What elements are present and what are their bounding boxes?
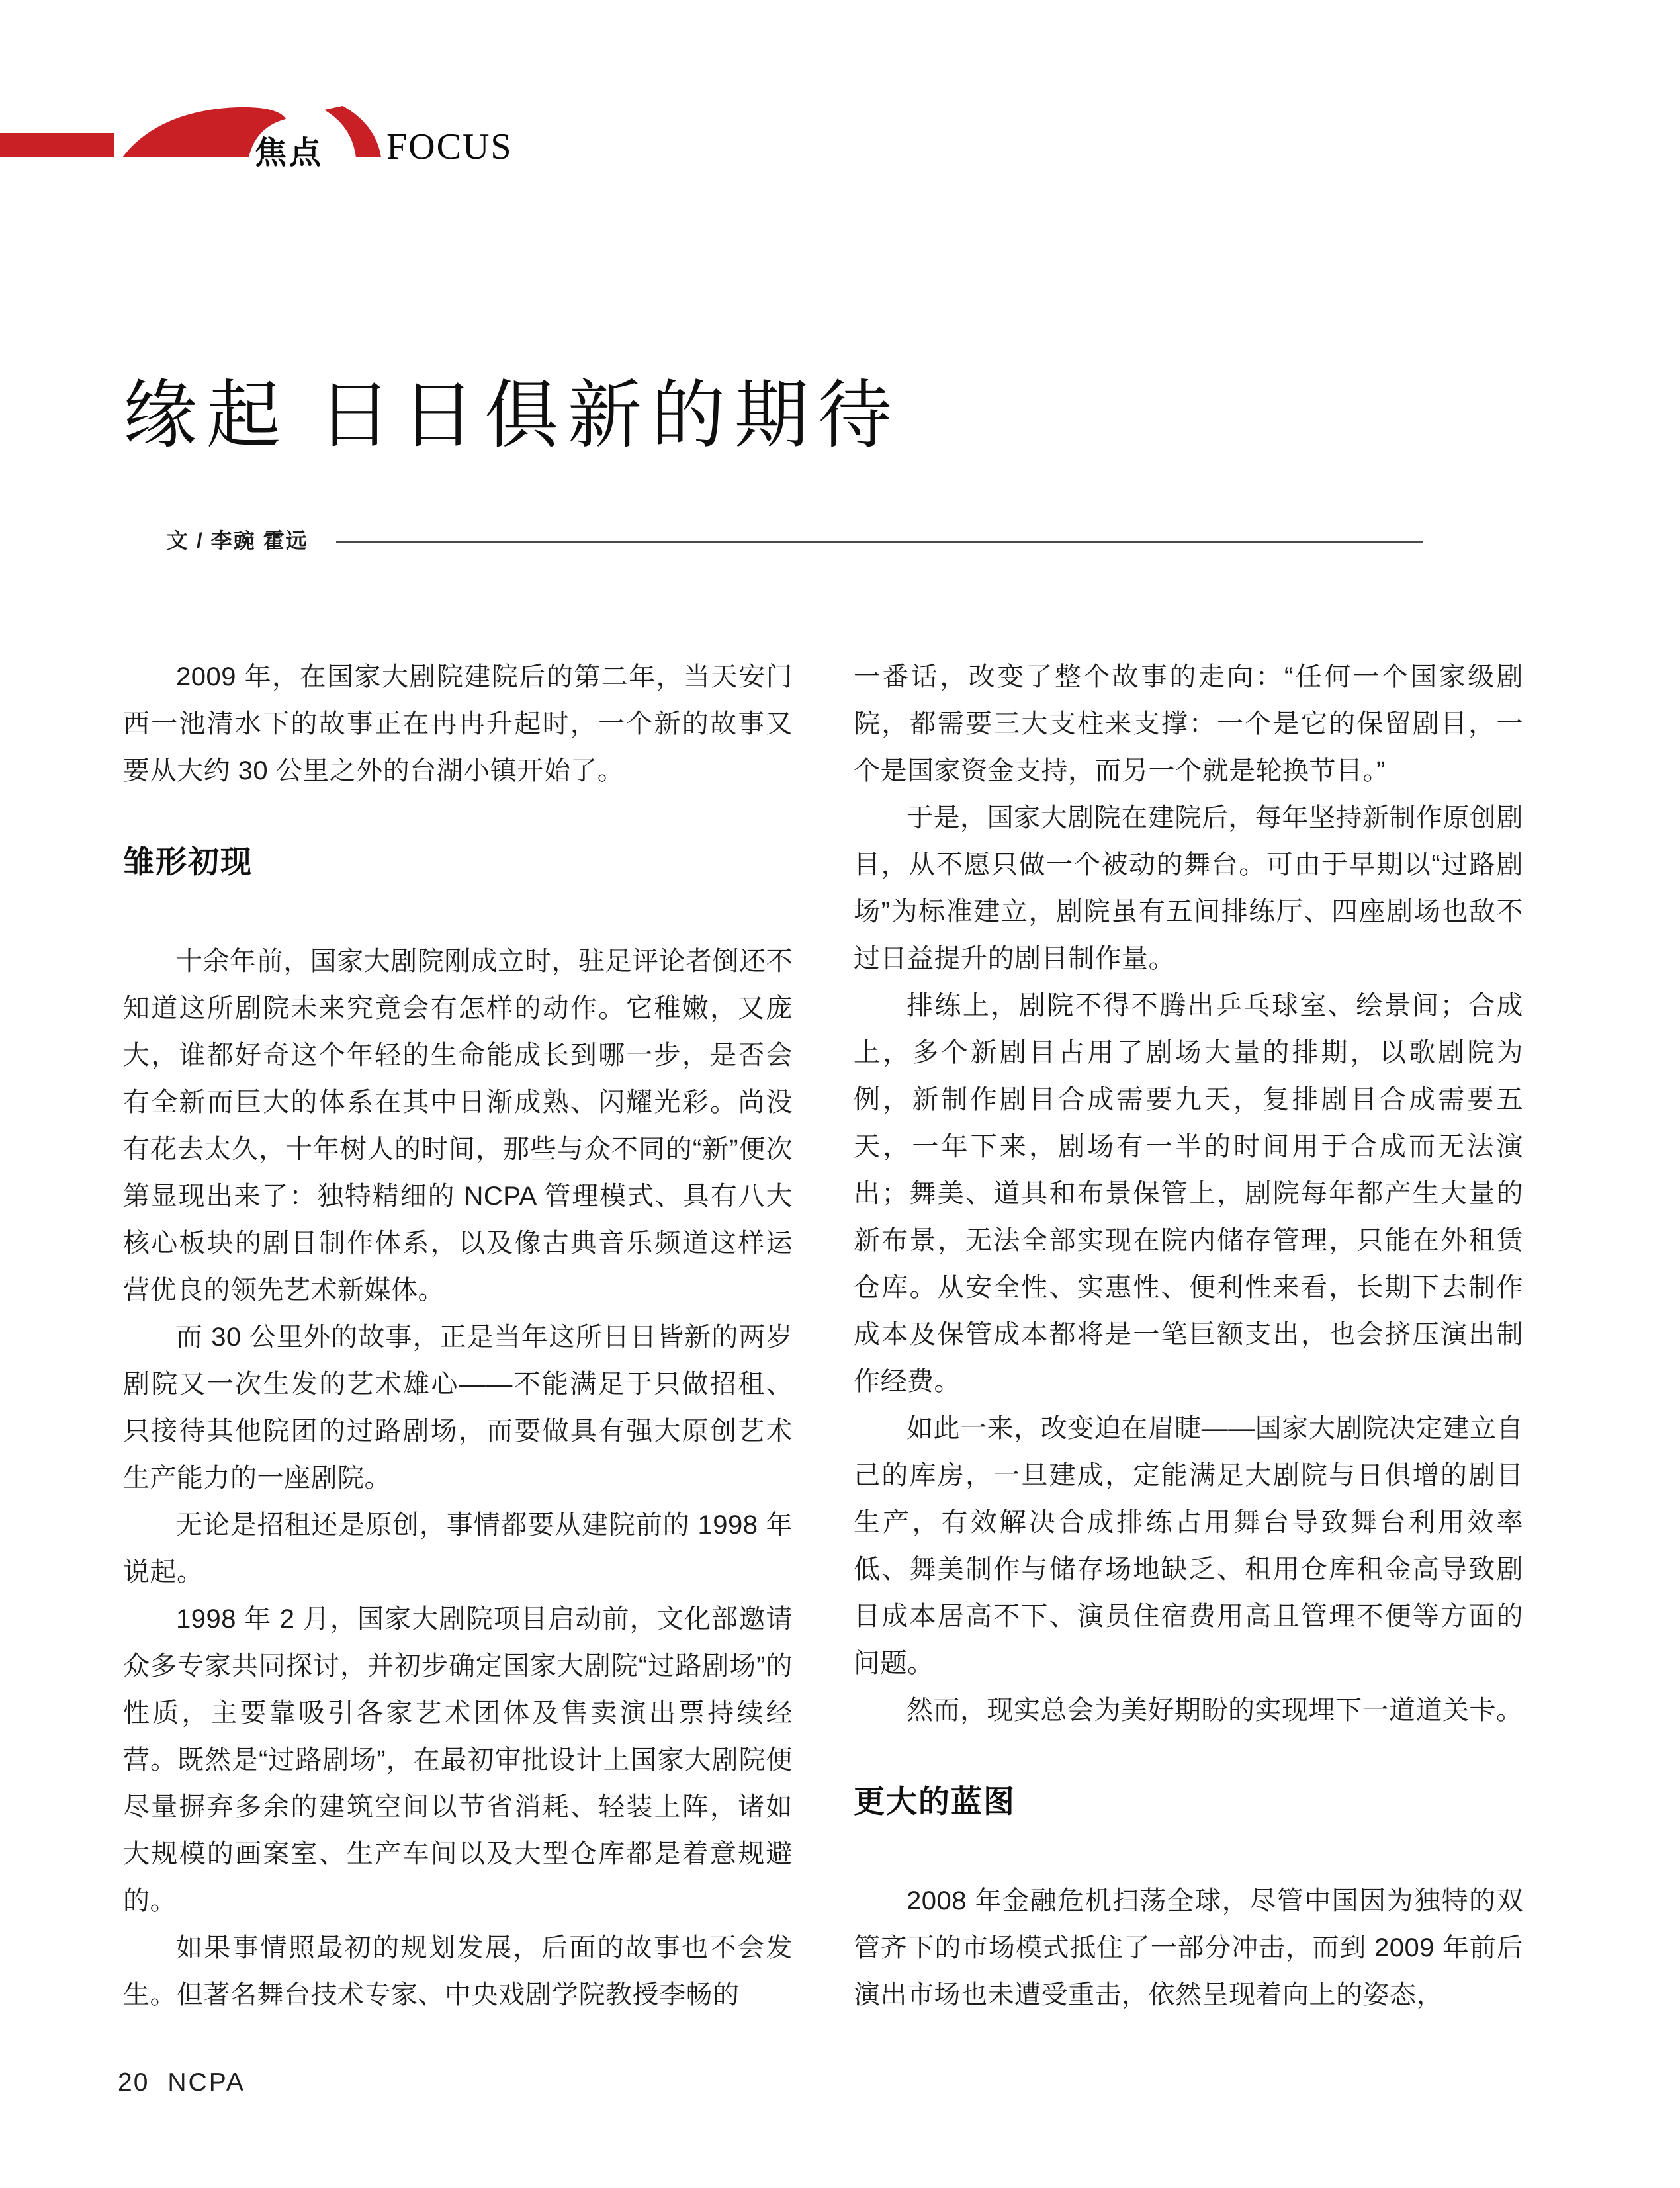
ribbon-swoosh-icon: [324, 106, 381, 157]
byline-rule: [336, 541, 1423, 543]
paragraph: 无论是招租还是原创，事情都要从建院前的 1998 年说起。: [123, 1510, 793, 1587]
paragraph: 2009 年，在国家大剧院建院后的第二年，当天安门西一池清水下的故事正在冉冉升起时，一个新的故事又要从大约 30 公里之外的台湖小镇开始了。: [123, 662, 793, 785]
paragraph: 2008 年金融危机扫荡全球，尽管中国因为独特的双管齐下的市场模式抵住了一部分冲击，而到 2009 年前后演出市场也未遭受重击，依然呈现着向上的姿态，: [854, 1886, 1523, 2009]
byline-row: [167, 524, 1423, 554]
page-number: 20: [118, 2068, 150, 2097]
section-label-en: FOCUS: [386, 126, 513, 167]
column-right: [854, 654, 1523, 2019]
banner-ribbon-icon: [86, 105, 390, 159]
paragraph: 然而，现实总会为美好期盼的实现埋下一道道关卡。: [906, 1696, 1523, 1725]
byline: 文 / 李豌 霍远: [167, 529, 308, 552]
section-heading: 更大的蓝图: [854, 1784, 1016, 1819]
page-title: 缘起 日日俱新的期待: [123, 375, 901, 457]
column-left: [123, 654, 793, 2019]
paragraph: 1998 年 2 月，国家大剧院项目启动前，文化部邀请众多专家共同探讨，并初步确定国家大剧院“过路剧场”的性质，主要靠吸引各家艺术团体及售卖演出票持续经营。既然是“过路剧场”，在最初审批设计上国家大剧院便尽量摒弃多余的建筑空间以节省消耗、轻装上阵，诸如大规模的画案室、生产车间以及大型仓库都是着意规避的。: [123, 1604, 793, 1915]
paragraph: 如此一来，改变迫在眉睫——国家大剧院决定建立自己的库房，一旦建成，定能满足大剧院与日俱增的剧目生产，有效解决合成排练占用舞台导致舞台利用效率低、舞美制作与储存场地缺乏、租用仓库租金高导致剧目成本居高不下、演员住宿费用高且管理不便等方面的问题。: [854, 1414, 1523, 1678]
paragraph: 如果事情照最初的规划发展，后面的故事也不会发生。但著名舞台技术专家、中央戏剧学院教授李畅的: [123, 1933, 793, 2009]
section-label-cn: 焦点: [255, 136, 324, 171]
page-footer: [118, 2068, 245, 2097]
section-heading: 雏形初现: [123, 844, 253, 879]
journal-name: NCPA: [167, 2068, 245, 2097]
paragraph: 排练上，剧院不得不腾出乒乓球室、绘景间；合成上，多个新剧目占用了剧场大量的排期，以歌剧院为例，新制作剧目合成需要九天，复排剧目合成需要五天，一年下来，剧场有一半的时间用于合成而无法演出；舞美、道具和布景保管上，剧院每年都产生大量的新布景，无法全部实现在院内储存管理，只能在外租赁仓库。从安全性、实惠性、便利性来看，长期下去制作成本及保管成本都将是一笔巨额支出，也会挤压演出制作经费。: [854, 991, 1523, 1396]
paragraph: 一番话，改变了整个故事的走向：“任何一个国家级剧院，都需要三大支柱来支撑：一个是它的保留剧目，一个是国家资金支持，而另一个就是轮换节目。”: [854, 662, 1523, 785]
paragraph: 十余年前，国家大剧院刚成立时，驻足评论者倒还不知道这所剧院未来究竟会有怎样的动作。它稚嫩，又庞大，谁都好奇这个年轻的生命能成长到哪一步，是否会有全新而巨大的体系在其中日渐成熟、闪耀光彩。尚没有花去太久，十年树人的时间，那些与众不同的“新”便次第显现出来了：独特精细的 NCPA 管理模式、具有八大核心板块的剧目制作体系，以及像古典音乐频道这样运营优良的领先艺术新媒体。: [123, 947, 793, 1305]
paragraph: 而 30 公里外的故事，正是当年这所日日皆新的两岁剧院又一次生发的艺术雄心——不能满足于只做招租、只接待其他院团的过路剧场，而要做具有强大原创艺术生产能力的一座剧院。: [123, 1323, 793, 1493]
paragraph: 于是，国家大剧院在建院后，每年坚持新制作原创剧目，从不愿只做一个被动的舞台。可由于早期以“过路剧场”为标准建立，剧院虽有五间排练厅、四座剧场也敌不过日益提升的剧目制作量。: [854, 803, 1523, 973]
